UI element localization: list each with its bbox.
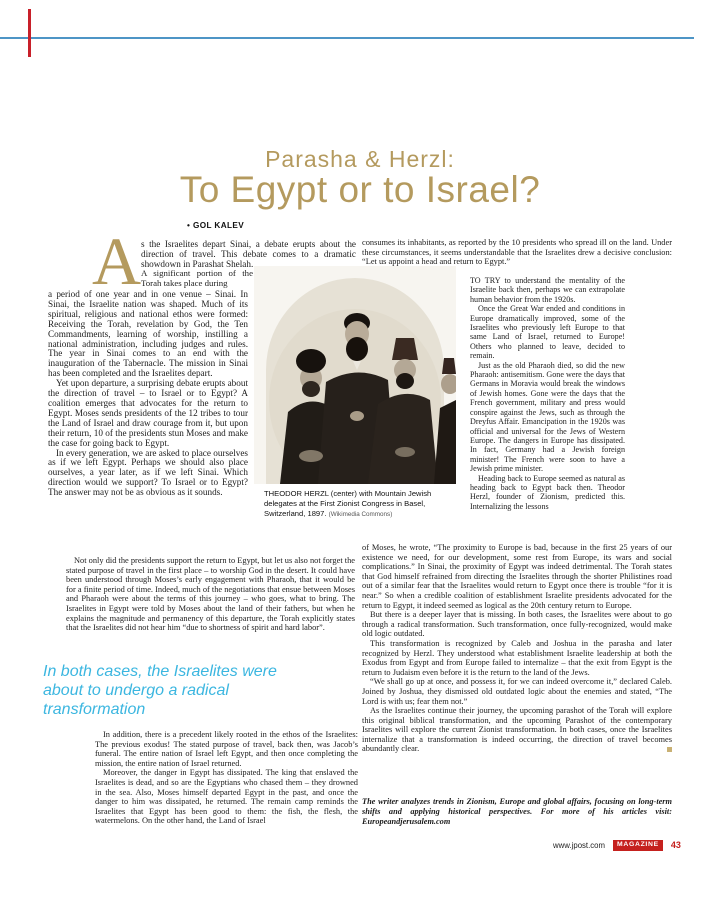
body-paragraph: This transformation is recognized by Caleb and Joshua in the parasha and later recognized by Herzl. They understood what establishment Israelite leadership at both the Exodus from Egypt and from Europe failed to internalize – that the exit from Egypt is the return to Judaism even before it is the return to the land of the Jews.	[362, 638, 672, 677]
byline: • GOL KALEV	[187, 221, 245, 230]
page-title: To Egypt or to Israel?	[179, 169, 541, 210]
intro-paragraph-2	[141, 269, 253, 289]
body-paragraph: Not only did the presidents support the return to Egypt, but let us also not forget the stated purpose of travel in the first place – to worship God in the desert. It could have been understood through Moses’s early engagement with Pharaoh, that it would be for a finite period of time. Indeed, much of the negotiations that ensue between Moses and Pharaoh were about the terms of this journey – who goes, what to bring. The Israelites in Egypt were told by Moses about the land of their fathers, but when he explains the magnitude and permanency of this departure, the Torah explicitly states that the Israelites did not hear him “due to shortness of spirit and hard labor”.	[66, 556, 355, 633]
writer-bio: The writer analyzes trends in Zionism, Europe and global affairs, focusing on long-term shifts and applying historical perspectives. For more of his articles visit: Europeandjerusalem.com	[362, 797, 672, 826]
herzl-photo-illustration	[254, 266, 456, 484]
body-paragraph: TO TRY to understand the mentality of the Israelite back then, perhaps we can extrapolate human behavior from the 1920s.	[470, 276, 625, 304]
body-paragraph: Just as the old Pharaoh died, so did the new Pharaoh: antisemitism. Gone were the days that Germans in Moravia would break the windows of Jewish homes. Gone were the days that the French government, military and press would conspire against the Jews, such as through the Dreyfus Affair. Emancipation in the 1920s was official and universal for the Jews of Western Europe. The dangers in Europe has dissipated. In fact, Germany had a Jewish foreign minister! The French were soon to have a Jewish prime minister.	[470, 360, 625, 474]
right-top-block	[362, 238, 672, 267]
footer-website: www.jpost.com	[553, 840, 605, 850]
closing-paragraph-text: As the Israelites continue their journey, the upcoming parashot of the Torah will explore this original biblical transformation, and the upcoming Parashot of the contemporary Israelites will explore the current Zionist transformation. In both cases, once the Israelites internalize that a transformation is indeed occurring, the direction of travel becomes abundantly clear.	[362, 706, 672, 754]
herzl-photo	[254, 266, 456, 484]
body-paragraph: consumes its inhabitants, as reported by the 10 presidents who spread ill on the land. Under these circumstances, it seems understandable that the Israelites drew a decisive conclusion: “Let us appoint a head and return to Egypt.”	[362, 238, 672, 267]
left-wide-block	[66, 556, 355, 633]
body-paragraph: Moreover, the danger in Egypt has dissipated. The king that enslaved the Israelites is dead, and so are the Egyptians who chased them – they drowned in the sea. Also, Moses himself departed Egypt in the past, and once the danger to him was dissipated, he returned. The remain camp reminds the Israelites that Egypt has been good to them: the fish, the flesh, the watermelons. On the other hand, the Land of Israel	[95, 768, 358, 826]
body-paragraph: But there is a deeper layer that is missing. In both cases, the Israelites were about to go through a radical transformation. Such transformation, once fully-recognized, would make old logic outdated.	[362, 610, 672, 639]
photo-caption	[264, 489, 446, 520]
pull-quote: In both cases, the Israelites were about to undergo a radical transformation	[43, 663, 277, 718]
page-number: 43	[670, 840, 681, 851]
right-column	[470, 276, 625, 511]
body-paragraph: a period of one year and in one venue – Sinai. In Sinai, the Israelite nation was shaped. Much of its spiritual, religious and national ethos were formed: Receiving the Torah, revelation by God, the Ten Commandments, learning of worship, instilling a national administration, including judges and rules. The year in Sinai comes to an end with the inauguration of the Tabernacle. The mission in Sinai has been completed and the Israelites depart.	[48, 289, 248, 379]
page-footer	[553, 840, 681, 851]
drop-cap: A	[92, 223, 142, 299]
body-paragraph: A significant portion of the Torah takes place during	[141, 268, 253, 288]
body-paragraph: In every generation, we are asked to place ourselves as if we left Egypt. Perhaps we should also place ourselves, a year later, as if we left Sinai. Which direction would we support? To Israel or to Egypt? The answer may not be as obvious as it sounds.	[48, 447, 248, 498]
right-wide-block	[362, 543, 672, 754]
magazine-logo: MAGAZINE	[613, 840, 663, 851]
red-accent-bar	[28, 9, 31, 57]
kicker: Parasha & Herzl:	[265, 146, 455, 172]
body-paragraph	[362, 706, 672, 754]
body-paragraph: of Moses, he wrote, “The proximity to Europe is bad, because in the first 25 years of our existence we need, for our development, some rest from Europe, its wars and social complications.” In Sinai, the proximity of Egypt was indeed detrimental. The Torah states that God himself refrained from directing the Israelites through the shorter Philistines road out of a similar fear that the Israelites would return to Egypt once there is trouble “for it is near.” So when a credible coalition of establishment Israelite presidents advocated for the return to Egypt, it indeed seemed as logical as the 20th century return to Europe.	[362, 543, 672, 610]
photo-caption-text: THEODOR HERZL (center) with Mountain Jewish delegates at the First Zionist Congress in Basel, Switzerland, 1897.	[264, 489, 432, 518]
left-bottom-block	[95, 730, 358, 826]
left-column	[48, 290, 248, 498]
top-rule	[0, 37, 694, 39]
body-paragraph: s the Israelites depart Sinai, a debate erupts about the direction of travel. This debate comes to a dramatic showdown in Parashat Shelah.	[141, 239, 356, 269]
body-paragraph: Heading back to Europe seemed as natural as heading back to Egypt back then. Theodor Herzl, founder of Zionism, predicted this. Internalizing the lessons	[470, 473, 625, 511]
body-paragraph: In addition, there is a precedent likely rooted in the ethos of the Israelites: The previous exodus! The stated purpose of travel, back then, was Jacob’s funeral. The entire nation of Israel left Egypt, and then once completing the mission, the entire nation of Israel returned.	[95, 730, 358, 768]
article-end-mark	[667, 747, 673, 753]
photo-credit: (Wikimedia Commons)	[328, 511, 393, 518]
body-paragraph: “We shall go up at once, and possess it, for we can indeed overcome it,” declared Caleb. Joined by Joshua, they dismissed old outdated logic about the enemies and stated, “The Lord is with us; fear them not.”	[362, 677, 672, 706]
body-paragraph: Once the Great War ended and conditions in Europe dramatically improved, some of the Israelites who previously left Europe to that same Land of Israel, returned to Europe! Others who planned to leave, decided to remain.	[470, 304, 625, 361]
body-paragraph: Yet upon departure, a surprising debate erupts about the direction of travel – to Israel or to Egypt? A coalition emerges that advocates for the return to Egypt. Moses sends presidents of the 12 tribes to tour the Land of Israel and draw courage from it, but upon their return, 10 of the presidents stun Moses and make the case for going back to Egypt.	[48, 378, 248, 448]
